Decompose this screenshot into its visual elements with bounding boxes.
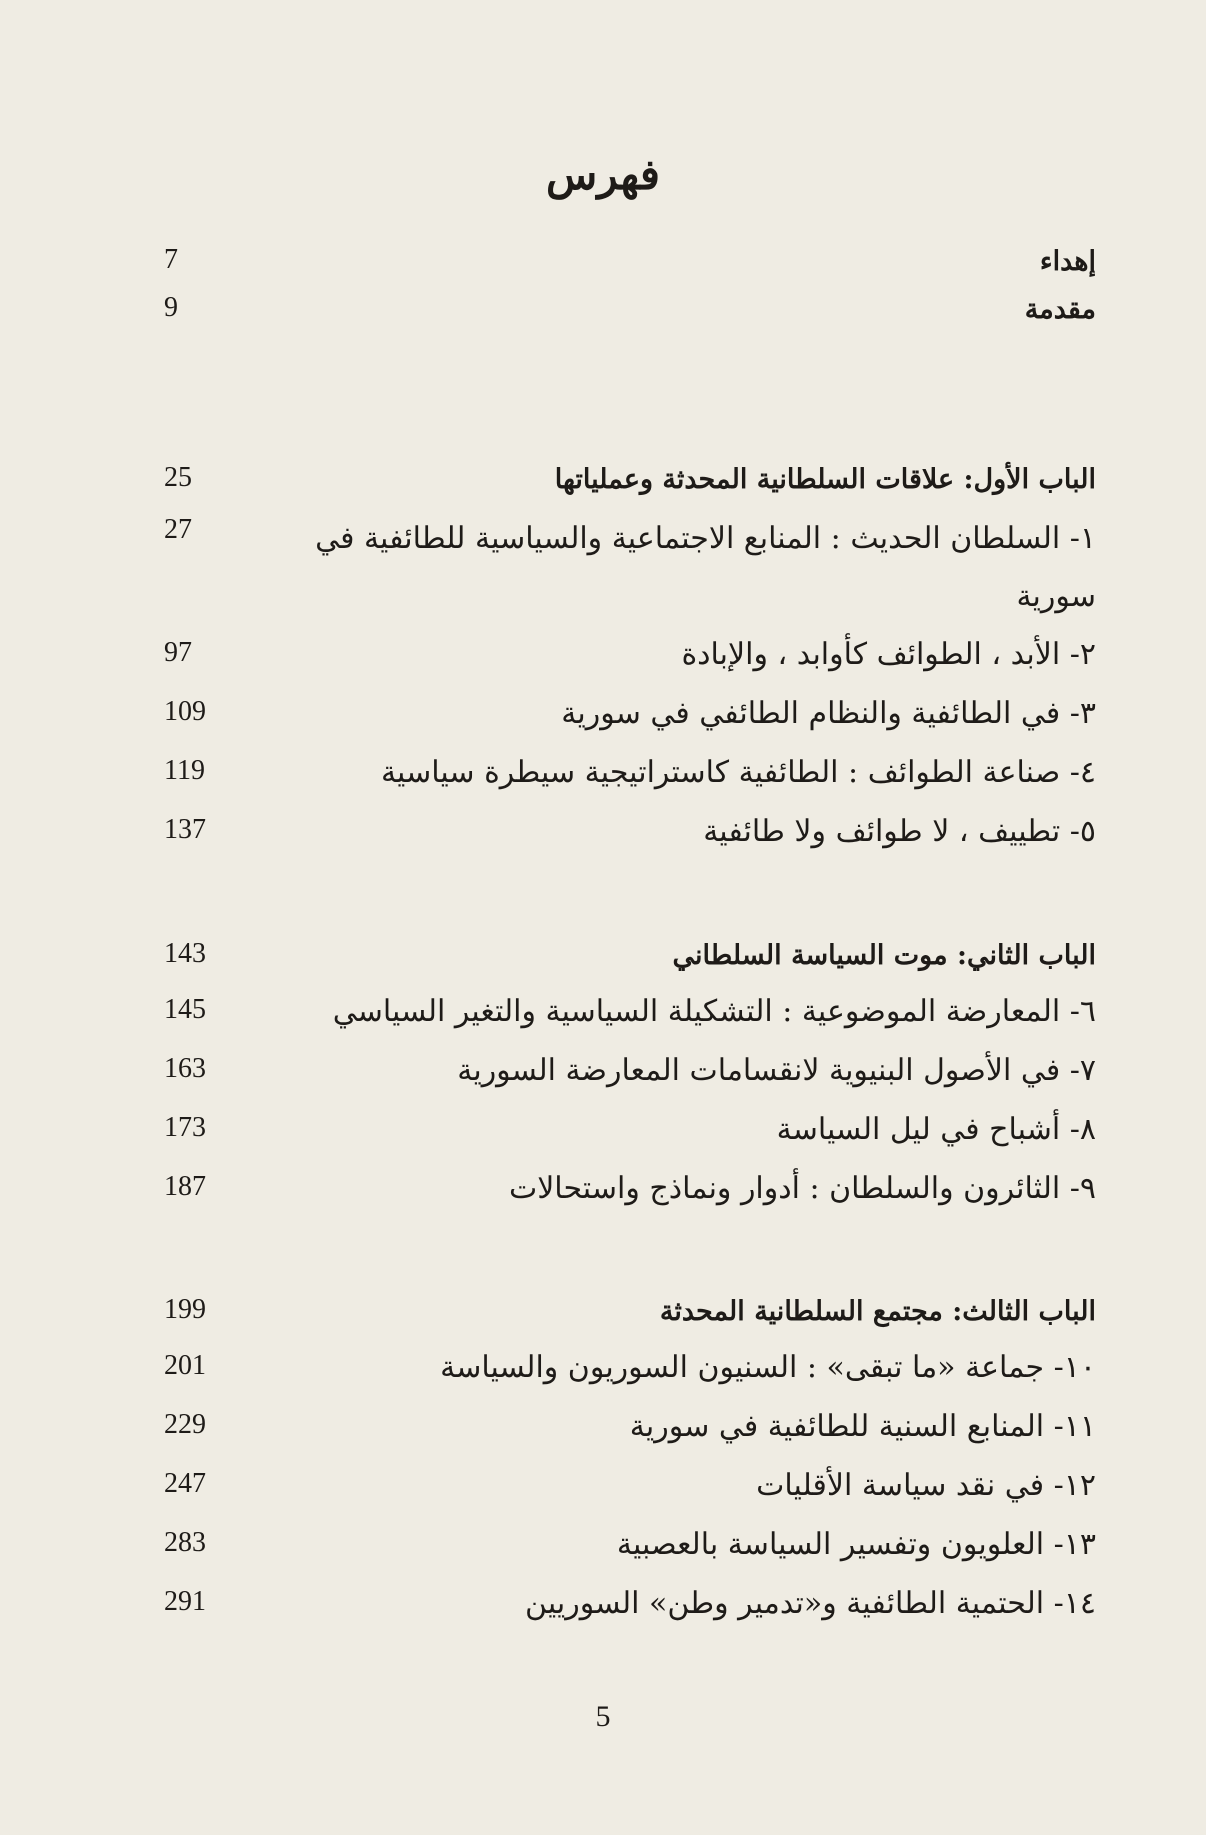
- entry-page-number: 229: [164, 1409, 206, 1440]
- entry-page-number: 109: [164, 696, 206, 727]
- entry-page-number: 173: [164, 1112, 206, 1143]
- part-title: الباب الثالث: مجتمع السلطانية المحدثة: [659, 1296, 1096, 1327]
- toc-entry: [0, 510, 1206, 630]
- entry-page-number: 163: [164, 1053, 206, 1084]
- page-title: فهرس: [546, 150, 660, 199]
- entry-label: ٥- تطييف ، لا طوائف ولا طائفية: [703, 814, 1096, 849]
- entry-page-number: 97: [164, 637, 192, 668]
- entry-page-number: 25: [164, 462, 192, 493]
- toc-entry: [0, 1523, 1206, 1583]
- entry-page-number: 137: [164, 814, 206, 845]
- entry-label: ١٣- العلويون وتفسير السياسة بالعصبية: [616, 1527, 1096, 1562]
- entry-page-number: 119: [164, 755, 205, 786]
- entry-page-number: 7: [164, 244, 178, 275]
- entry-label: ١١- المنابع السنية للطائفية في سورية: [629, 1409, 1096, 1444]
- entry-label: ٣- في الطائفية والنظام الطائفي في سورية: [561, 696, 1096, 731]
- toc-part-heading: [0, 1290, 1206, 1350]
- toc-entry: [0, 1346, 1206, 1406]
- toc-entry: [0, 1464, 1206, 1524]
- part-title: الباب الأول: علاقات السلطانية المحدثة وعملياتها: [554, 464, 1096, 495]
- entry-label: ١٢- في نقد سياسة الأقليات: [756, 1468, 1096, 1503]
- entry-label: ٢- الأبد ، الطوائف كأوابد ، والإبادة: [681, 637, 1096, 672]
- entry-label: مقدمة: [1024, 294, 1096, 325]
- toc-entry: [0, 751, 1206, 811]
- entry-label: ٨- أشباح في ليل السياسة: [776, 1112, 1096, 1147]
- toc-entry: [0, 1582, 1206, 1642]
- toc-entry: [0, 288, 1206, 348]
- entry-label: إهداء: [1039, 246, 1096, 277]
- entry-label: ٧- في الأصول البنيوية لانقسامات المعارضة السورية: [457, 1053, 1096, 1088]
- toc-part-heading: [0, 458, 1206, 518]
- entry-page-number: 283: [164, 1527, 206, 1558]
- entry-label: ١٤- الحتمية الطائفية و«تدمير وطن» السوريين: [525, 1586, 1096, 1621]
- toc-entry: [0, 633, 1206, 693]
- entry-label: ٤- صناعة الطوائف : الطائفية كاستراتيجية سيطرة سياسية: [380, 755, 1096, 790]
- entry-page-number: 247: [164, 1468, 206, 1499]
- toc-part-heading: [0, 934, 1206, 994]
- entry-page-number: 187: [164, 1171, 206, 1202]
- part-title: الباب الثاني: موت السياسة السلطاني: [672, 940, 1096, 971]
- entry-label: ٦- المعارضة الموضوعية : التشكيلة السياسية والتغير السياسي: [332, 994, 1096, 1029]
- entry-page-number: 27: [164, 514, 192, 545]
- toc-entry: [0, 990, 1206, 1050]
- entry-page-number: 143: [164, 938, 206, 969]
- toc-entry: [0, 810, 1206, 870]
- toc-entry: [0, 692, 1206, 752]
- toc-entry: [0, 1405, 1206, 1465]
- entry-page-number: 145: [164, 994, 206, 1025]
- toc-entry: [0, 1108, 1206, 1168]
- entry-label: ١- السلطان الحديث : المنابع الاجتماعية والسياسية للطائفية في سورية: [315, 521, 1096, 614]
- entry-page-number: 201: [164, 1350, 206, 1381]
- entry-page-number: 291: [164, 1586, 206, 1617]
- toc-entry: [0, 1049, 1206, 1109]
- toc-entry: [0, 1167, 1206, 1227]
- entry-page-number: 199: [164, 1294, 206, 1325]
- page-number: 5: [595, 1700, 611, 1733]
- entry-label: ١٠- جماعة «ما تبقى» : السنيون السوريون والسياسة: [440, 1350, 1096, 1385]
- entry-label: ٩- الثائرون والسلطان : أدوار ونماذج واستحالات: [508, 1171, 1096, 1206]
- entry-page-number: 9: [164, 292, 178, 323]
